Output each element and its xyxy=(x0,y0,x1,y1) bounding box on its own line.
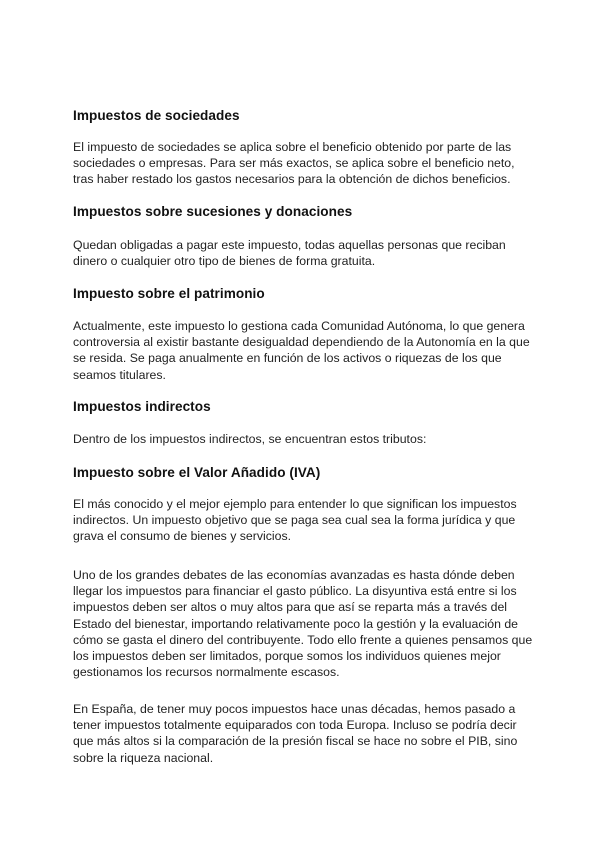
paragraph-impuestos-sociedades: El impuesto de sociedades se aplica sobre el beneficio obtenido por parte de las sociedades o empresas. Para ser más exactos, se aplica sobre el beneficio neto, tras haber restado los gastos necesarios para la obtención de dichos beneficios. xyxy=(73,140,515,187)
heading-patrimonio: Impuesto sobre el patrimonio xyxy=(73,286,265,301)
heading-sucesiones-donaciones: Impuestos sobre sucesiones y donaciones xyxy=(73,204,353,219)
heading-impuestos-sociedades: Impuestos de sociedades xyxy=(73,108,240,123)
paragraph-impuestos-indirectos: Dentro de los impuestos indirectos, se encuentran estos tributos: xyxy=(73,432,427,446)
paragraph-sucesiones-donaciones: Quedan obligadas a pagar este impuesto, todas aquellas personas que reciban dinero o cualquier otro tipo de bienes de forma gratuita. xyxy=(73,238,506,269)
paragraph-iva-espana: En España, de tener muy pocos impuestos hace unas décadas, hemos pasado a tener impuestos totalmente equiparados con toda Europa. Incluso se podría decir que más altos si la comparación de la presión fiscal se hace no sobre el PIB, sino sobre la riqueza nacional. xyxy=(73,702,518,765)
paragraph-iva-definicion: El más conocido y el mejor ejemplo para entender lo que significan los impuestos indirectos. Un impuesto objetivo que se paga sea cual sea la forma jurídica y que grava el consumo de bienes y servicios. xyxy=(73,497,517,544)
paragraph-patrimonio: Actualmente, este impuesto lo gestiona cada Comunidad Autónoma, lo que genera controversia al existir bastante desigualdad dependiendo de la Autonomía en la que se resida. Se paga anualmente en función de los activos o riquezas de los que seamos titulares. xyxy=(73,319,530,382)
paragraph-iva-debate: Uno de los grandes debates de las economías avanzadas es hasta dónde deben llegar los impuestos para financiar el gasto público. La disyuntiva está entre si los impuestos deben ser altos o muy altos para que así se reparta más a través del Estado del bienestar, importando relativamente poco la gestión y la evaluación de cómo se gasta el dinero del contribuyente. Todo ello frente a quienes pensamos que los impuestos deben ser limitados, porque somos los individuos quienes mejor gestionamos los recursos normalmente escasos. xyxy=(73,568,533,680)
heading-iva: Impuesto sobre el Valor Añadido (IVA) xyxy=(73,465,321,480)
heading-impuestos-indirectos: Impuestos indirectos xyxy=(73,399,211,414)
